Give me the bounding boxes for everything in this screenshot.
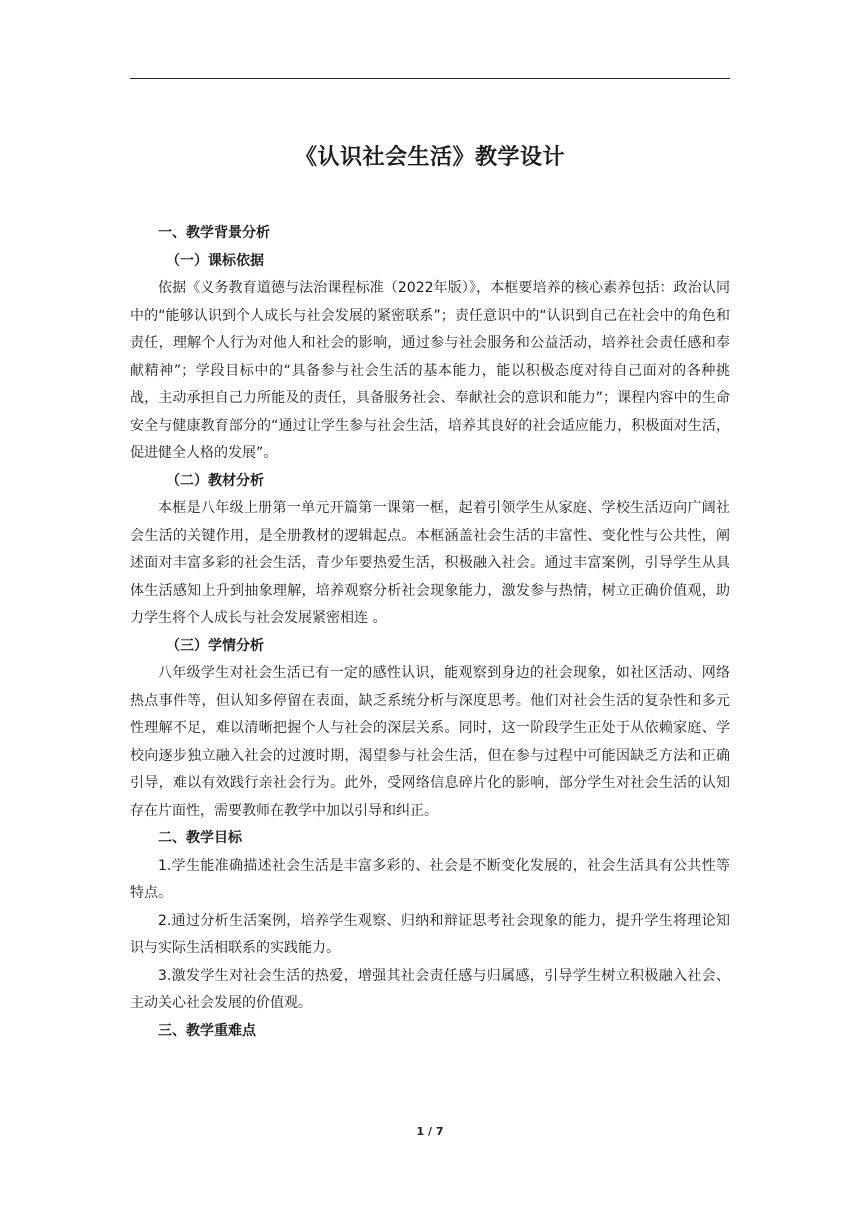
page-number: 1 / 7 <box>416 1125 444 1138</box>
section-heading-objectives: 二、教学目标 <box>158 830 242 846</box>
subsection-heading-textbook: （二）教材分析 <box>166 472 264 489</box>
objective-item-3: 3.激发学生对社会生活的热爱，增强其社会责任感与归属感，引导学生树立积极融入社会、主动关心社会发展的价值观。 <box>130 967 730 1011</box>
section-heading-background: 一、教学背景分析 <box>158 225 270 241</box>
paragraph-curriculum: 依据《义务教育道德与法治课程标准（2022年版）》，本框要培养的核心素养包括：政治认同中的“能够认识到个人成长与社会发展的紧密联系”；责任意识中的“认识到自己在社会中的角色和责任，理解个人行为对他人和社会的影响，通过参与社会服务和公益活动，培养社会责任感和奉献精神”；学段目标中的“具备参与社会生活的基本能力，能以积极态度对待自己面对的各种挑战，主动承担自己力所能及的责任，具备服务社会、奉献社会的意识和能力”；课程内容中的生命安全与健康教育部分的“通过让学生参与社会生活，培养其良好的社会适应能力，积极面对生活，促进健全人格的发展”。 <box>130 280 730 461</box>
document-body <box>130 220 730 1045</box>
paragraph-textbook: 本框是八年级上册第一单元开篇第一课第一框，起着引领学生从家庭、学校生活迈向广阔社会生活的关键作用，是全册教材的逻辑起点。本框涵盖社会生活的丰富性、变化性与公共性，阐述面对丰富多彩的社会生活，青少年要热爱生活，积极融入社会。通过丰富案例，引导学生从具体生活感知上升到抽象理解，培养观察分析社会现象能力，激发参与热情，树立正确价值观，助力学生将个人成长与社会发展紧密相连 。 <box>130 500 730 626</box>
document-title: 《认识社会生活》教学设计 <box>294 145 565 170</box>
objective-item-2: 2.通过分析生活案例，培养学生观察、归纳和辩证思考社会现象的能力，提升学生将理论知识与实际生活相联系的实践能力。 <box>130 912 730 956</box>
section-heading-key-points: 三、教学重难点 <box>158 1022 256 1039</box>
subsection-heading-curriculum: （一）课标依据 <box>166 252 264 269</box>
header-rule <box>130 78 730 79</box>
paragraph-students: 八年级学生对社会生活已有一定的感性认识，能观察到身边的社会现象，如社区活动、网络热点事件等，但认知多停留在表面，缺乏系统分析与深度思考。他们对社会生活的复杂性和多元性理解不足，难以清晰把握个人与社会的深层关系。同时，这一阶段学生正处于从依赖家庭、学校向逐步独立融入社会的过渡时期，渴望参与社会生活，但在参与过程中可能因缺乏方法和正确引导，难以有效践行亲社会行为。此外，受网络信息碎片化的影响，部分学生对社会生活的认知存在片面性，需要教师在教学中加以引导和纠正。 <box>130 665 730 819</box>
subsection-heading-students: （三）学情分析 <box>166 637 264 654</box>
objective-item-1: 1.学生能准确描述社会生活是丰富多彩的、社会是不断变化发展的，社会生活具有公共性等特点。 <box>130 857 730 901</box>
